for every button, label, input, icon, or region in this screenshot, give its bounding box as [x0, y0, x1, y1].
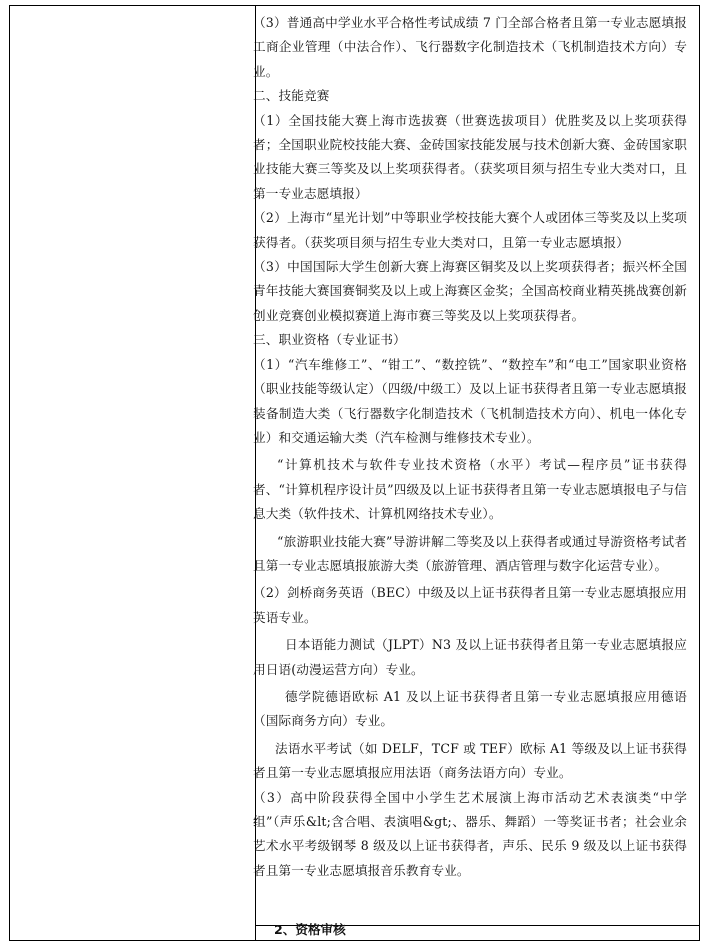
section-heading-skills-competition: 二、技能竞赛	[253, 88, 330, 104]
paragraph-certificate-2-english: （2）剑桥商务英语（BEC）中级及以上证书获得者且第一专业志愿填报应用英语专业。	[253, 585, 687, 625]
paragraph-competition-1: （1）全国技能大赛上海市选拔赛（世赛选拔项目）优胜奖及以上奖项获得者；全国职业院校技能大赛、金砖国家技能发展与技术创新大赛、金砖国家职业技能大赛三等奖及以上奖项获得者。（获奖项目须与招生专业大类对口，且第一专业志愿填报）	[253, 112, 687, 201]
paragraph-certificate-3-arts: （3）高中阶段获得全国中小学生艺术展演上海市活动艺术表演类“中学组”（声乐&lt;含合唱、表演唱&gt;、器乐、舞蹈）一等奖证书者；社会业余艺术水平考级钢琴 8 级及以上证书获得者，声乐、民乐 9 级及以上证书获得者且第一专业志愿填报音乐教育专业。	[253, 789, 687, 878]
paragraph-certificate-french: 法语水平考试（如 DELF，TCF 或 TEF）欧标 A1 等级及以上证书获得者且第一专业志愿填报应用法语（商务法语方向）专业。	[253, 740, 687, 781]
paragraph-competition-3: （3）中国国际大学生创新大赛上海赛区铜奖及以上奖项获得者；振兴杯全国青年技能大赛国赛铜奖及以上或上海赛区金奖；全国高校商业精英挑战赛创新创业竞赛创业模拟赛道上海市赛三等奖及以上奖项获得者。	[253, 259, 687, 323]
paragraph-certificate-japanese: 日本语能力测试（JLPT）N3 及以上证书获得者且第一专业志愿填报应用日语(动漫运营方向）专业。	[253, 637, 687, 677]
paragraph-certificate-1: （1）“汽车维修工”、“钳工”、“数控铣”、“数控车”和“电工”国家职业资格（职业技能等级认定）（四级/中级工）及以上证书获得者且第一专业志愿填报装备制造大类（飞行器数字化制造技术（飞机制造技术方向）、机电一体化专业）和交通运输大类（汽车检测与维修技术专业）。	[253, 356, 687, 445]
paragraph-certificate-german: 德学院德语欧标 A1 及以上证书获得者且第一专业志愿填报应用德语（国际商务方向）专业。	[253, 688, 687, 729]
paragraph-certificate-computer: “计算机技术与软件专业技术资格（水平）考试—程序员”证书获得者、“计算机程序设计员”四级及以上证书获得者且第一专业志愿填报电子与信息大类（软件技术、计算机网络技术专业）。	[253, 457, 687, 522]
section-heading-qualification-review: 2、资格审核	[274, 922, 346, 937]
paragraph-academic-3: （3）普通高中学业水平合格性考试成绩 7 门全部合格者且第一专业志愿填报工商企业管理（中法合作）、飞行器数字化制造技术（飞机制造技术方向）专业。	[253, 15, 687, 79]
paragraph-competition-2: （2）上海市“星光计划”中等职业学校技能大赛个人或团体三等奖及以上奖项获得者。（获奖项目须与招生专业大类对口，且第一专业志愿填报）	[253, 210, 687, 250]
paragraph-certificate-tourism: “旅游职业技能大赛”导游讲解二等奖及以上获得者或通过导游资格考试者且第一专业志愿填报旅游大类（旅游管理、酒店管理与数字化运营专业）。	[253, 533, 687, 573]
table-content-cell	[253, 11, 687, 883]
section-heading-qualifications: 三、职业资格（专业证书）	[253, 332, 406, 348]
